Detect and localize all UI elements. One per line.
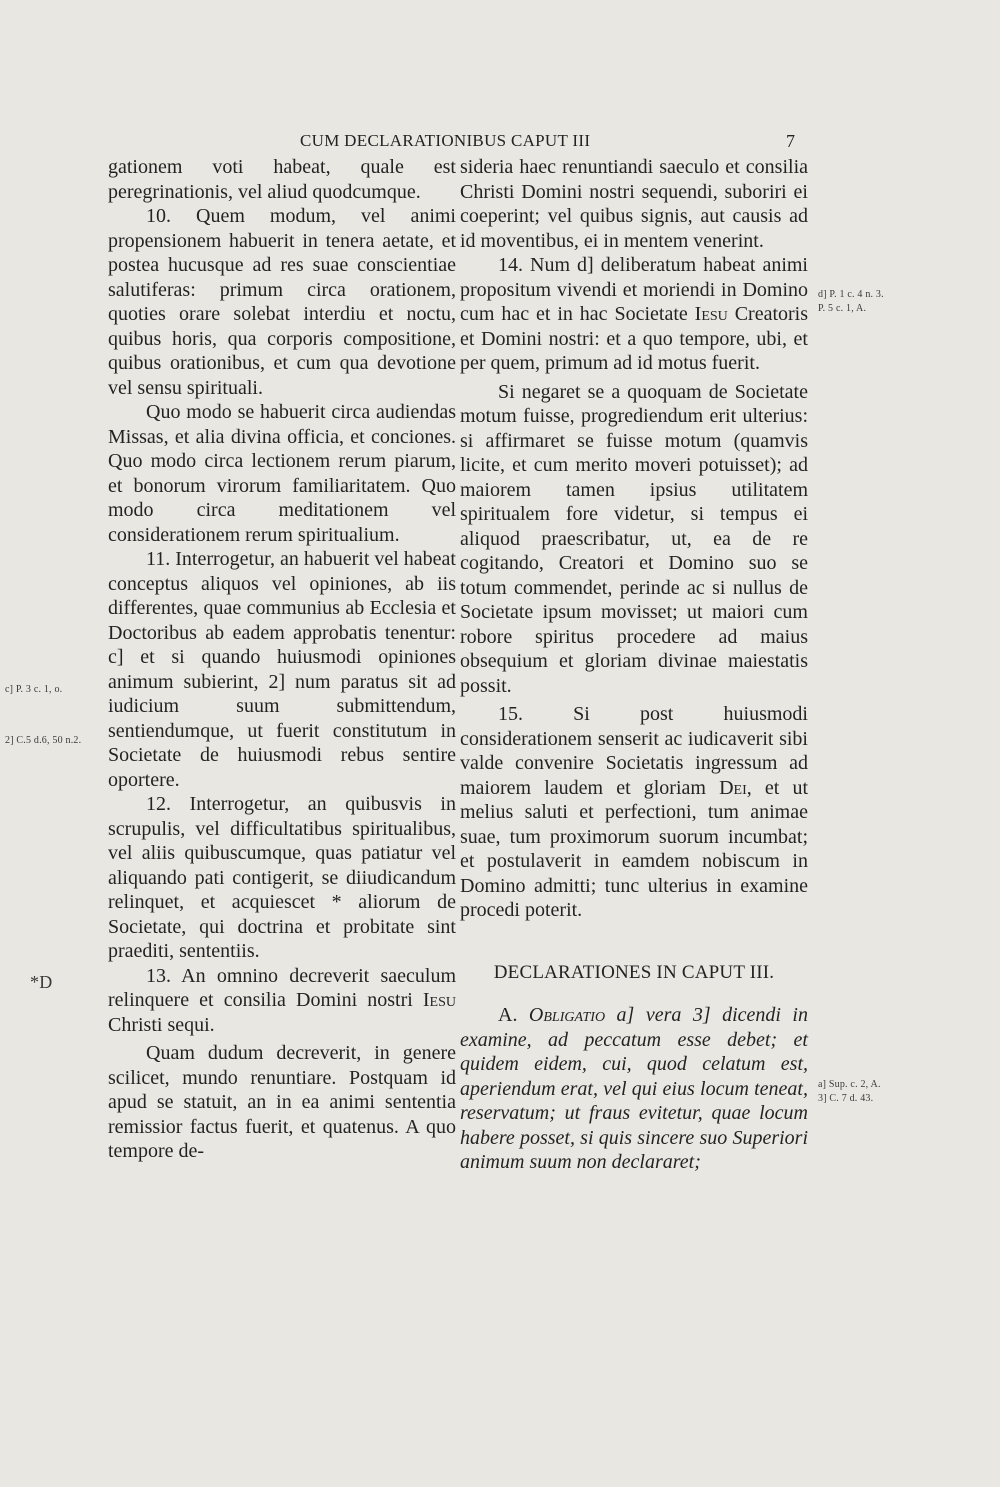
declaration-a-text: a] vera 3] dicendi in examine, ad peccatum esse debet; et quidem eidem, cui, quod celatum est, aperiendum erat, vel qui eius locum teneat, reservatum; ut fraus evitetur, quae locum habere posset, si quis sincere suo Superiori animum suum non declararet;: [460, 1004, 808, 1173]
declaration-a-keyword: Obligatio: [528, 1004, 606, 1026]
declarations-heading: DECLARATIONES IN CAPUT III.: [493, 961, 775, 983]
paragraph-continued-right: sideria haec renuntiandi saeculo et consilia Christi Domini nostri sequendi, suboriri ei coeperint; vel quibus signis, aut causis ad id moventibus, ei in mentem venerint.: [460, 156, 808, 252]
dei-small-caps: Dei: [719, 776, 747, 799]
paragraph-14: [460, 253, 808, 376]
margin-note-d-line2: P. 5 c. 1, A.: [818, 303, 867, 314]
paragraph-12: 12. Interrogetur, an quibusvis in scrupulis, vel difficultatibus spiritualibus, vel aliis quibuscumque, quas patiatur vel aliquando pati contigerit, se diiudicandum relinquet, et acquiescet * aliorum de Societate, qui doctrina et probitate sint praediti, sententiis.: [108, 793, 456, 962]
page-number: 7: [786, 131, 795, 151]
margin-note-a-line2: 3] C. 7 d. 43.: [818, 1093, 874, 1104]
margin-note-star: *D: [30, 972, 53, 992]
right-column: [460, 155, 808, 1175]
margin-note-c: c] P. 3 c. 1, o.: [5, 684, 63, 695]
iesu-small-caps: Iesu: [694, 303, 728, 325]
paragraph-14-negaret: Si negaret se a quoquam de Societate motum fuisse, progrediendum erit ulterius: si affirmaret se fuisse motum (quamvis licite, et cum merito moveri potuisset); ad maiorem tamen ipsius utilitatem spiritualem fore videtur, si tempus ei aliquod praescribatur, ut, ea de re cogitando, Creatori et Domino suo se totum commendet, perinde ac si nullus de Societate ipsum movisset; ut maiori cum robore spiritus procedere ad maius obsequium et gloriam divinae maiestatis possit.: [460, 380, 808, 697]
declaration-a-letter: A.: [498, 1004, 529, 1026]
paragraph-15-text-b: , et ut melius saluti et perfectioni, tum animae suae, tum proximorum suorum incumbat; et postulaverit in eamdem nobiscum in Domino admitti; tunc ulterius in examine procedi poterit.: [460, 776, 809, 921]
running-title: CUM DECLARATIONIBUS CAPUT III: [300, 131, 591, 150]
margin-note-a-line1: a] Sup. c. 2, A.: [818, 1079, 881, 1090]
paragraph-10-mass: Quo modo se habuerit circa audiendas Missas, et alia divina officia, et conciones. Quo modo circa lectionem rerum piarum, et bonorum virorum familiaritatem. Quo modo circa meditationem vel considerationem rerum spiritualium.: [108, 401, 456, 546]
paragraph-continued: gationem voti habeat, quale est peregrinationis, vel aliud quodcumque.: [108, 156, 456, 203]
paragraph-13-dudum: Quam dudum decreverit, in genere scilicet, mundo renuntiare. Postquam id apud se statuit, an in ea animi sententia remissior factus fuerit, et quatenus. A quo tempore de-: [108, 1042, 456, 1162]
paragraph-13-text-b: Christi sequi.: [108, 1013, 215, 1036]
declaration-a: [460, 1003, 808, 1175]
margin-note-2: 2] C.5 d.6, 50 n.2.: [5, 735, 82, 746]
paragraph-14-text-a: 14. Num d] deliberatum habeat animi propositum vivendi et moriendi in Domino cum hac et in hac Societate: [460, 254, 808, 325]
paragraph-15: [460, 702, 808, 923]
paragraph-10: 10. Quem modum, vel animi propensionem habuerit in tenera aetate, et postea hucusque ad res suae conscientiae salutiferas: primum circa orationem, quoties orare solebat interdiu et noctu, quibus horis, qua corporis compositione, quibus orationibus, et cum qua devotione vel sensu spirituali.: [108, 205, 456, 399]
paragraph-11: 11. Interrogetur, an habuerit vel habeat conceptus aliquos vel opiniones, ab iis differentes, quae communius ab Ecclesia et Doctoribus ab eadem approbatis tenentur: c] et si quando huiusmodi opiniones animum subierint, 2] num paratus sit ad iudicium suum submittendum, sentiendumque, ut fuerit constitutum in Societate de huiusmodi rebus sentire oportere.: [108, 548, 456, 791]
paragraph-13: [108, 964, 456, 1038]
left-column: [108, 155, 456, 1164]
paragraph-13-text-a: 13. An omnino decreverit saeculum relinquere et consilia Domini nostri: [108, 964, 456, 1011]
paragraph-15-text-a: 15. Si post huiusmodi considerationem senserit ac iudicaverit sibi valde convenire Societatis ingressum ad maiorem laudem et gloriam: [460, 703, 808, 799]
margin-note-d-line1: d] P. 1 c. 4 n. 3.: [818, 289, 884, 300]
paragraph-14-text-b: Creatoris et Domini nostri: et a quo tempore, ubi, et per quem, primum ad id motus fuerit.: [460, 303, 808, 374]
iesu-small-caps: Iesu: [422, 989, 456, 1011]
